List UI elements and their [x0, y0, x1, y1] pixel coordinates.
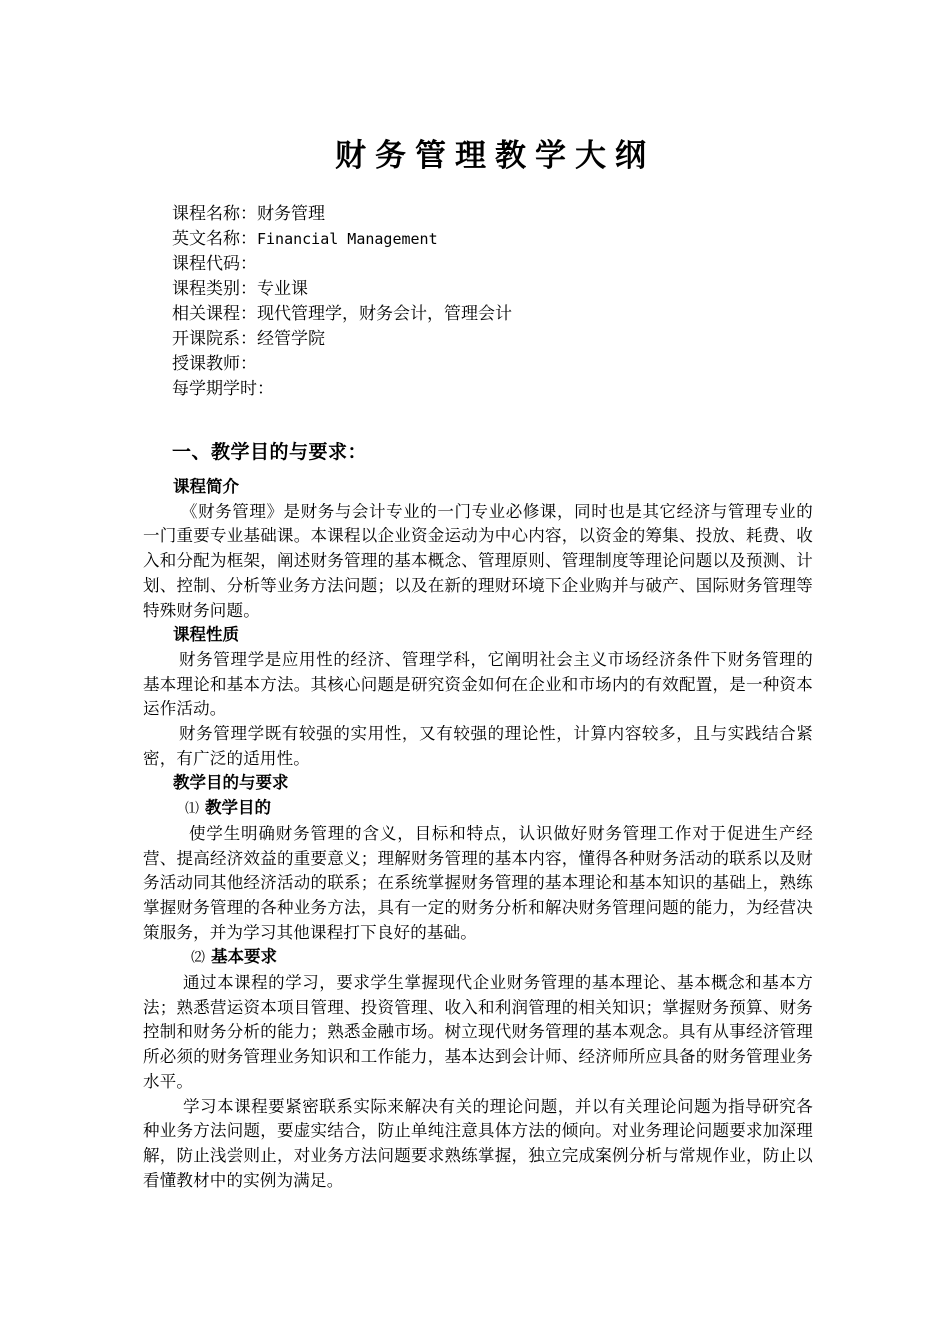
goal2-heading-line: [143, 945, 813, 971]
instructor-line: 授课教师：: [172, 354, 257, 374]
goals-heading: 教学目的与要求: [173, 773, 289, 793]
goal1-number: ⑴: [185, 801, 199, 818]
nature-paragraph-2: 财务管理学既有较强的实用性，又有较强的理论性，计算内容较多，且与实践结合紧密，有广泛的适用性。: [143, 724, 813, 768]
course-category-line: 课程类别：专业课: [172, 279, 308, 299]
section1-heading: 一、教学目的与要求：: [172, 441, 368, 463]
course-code-line: 课程代码：: [172, 254, 257, 274]
section1-body: [143, 475, 813, 1193]
goal2-heading: 基本要求: [211, 947, 277, 967]
english-name-value: Financial Management: [257, 230, 438, 248]
goal2-paragraph-1: 通过本课程的学习，要求学生掌握现代企业财务管理的基本理论、基本概念和基本方法；熟悉营运资本项目管理、投资管理、收入和利润管理的相关知识；掌握财务预算、财务控制和财务分析的能力；熟悉金融市场。树立现代财务管理的基本观念。具有从事经济管理所必须的财务管理业务知识和工作能力，基本达到会计师、经济师所应具备的财务管理业务水平。: [143, 973, 813, 1091]
nature-paragraph-1: 财务管理学是应用性的经济、管理学科，它阐明社会主义市场经济条件下财务管理的基本理论和基本方法。其核心问题是研究资金如何在企业和市场内的有效配置，是一种资本运作活动。: [143, 649, 813, 719]
english-name-line: [172, 227, 512, 252]
related-courses-line: 相关课程：现代管理学，财务会计，管理会计: [172, 304, 512, 324]
department-line: 开课院系：经管学院: [172, 329, 325, 349]
intro-heading: 课程简介: [173, 477, 239, 496]
goal2-paragraph-2: 学习本课程要紧密联系实际来解决有关的理论问题，并以有关理论问题为指导研究各种业务方法问题，要虚实结合，防止单纯注意具体方法的倾向。对业务理论问题要求加深理解，防止浅尝则止，对业务方法问题要求熟练掌握，独立完成案例分析与常规作业，防止以看懂教材中的实例为满足。: [143, 1096, 813, 1190]
goal1-heading-line: [143, 796, 813, 822]
document-title: 财务管理教学大纲: [335, 138, 655, 174]
hours-line: 每学期学时：: [172, 379, 274, 399]
course-name-line: 课程名称：财务管理: [172, 204, 325, 224]
course-info-block: [172, 202, 512, 402]
goal2-number: ⑵: [191, 950, 205, 967]
goal1-heading: 教学目的: [205, 798, 271, 818]
nature-heading: 课程性质: [173, 625, 239, 645]
goal1-paragraph: 使学生明确财务管理的含义，目标和特点，认识做好财务管理工作对于促进生产经营、提高经济效益的重要意义；理解财务管理的基本内容，懂得各种财务活动的联系以及财务活动同其他经济活动的联系；在系统掌握财务管理的基本理论和基本知识的基础上，熟练掌握财务管理的各种业务方法，具有一定的财务分析和解决财务管理问题的能力，为经营决策服务，并为学习其他课程打下良好的基础。: [143, 823, 813, 942]
english-name-label: 英文名称：: [172, 229, 257, 249]
intro-paragraph: 《财务管理》是财务与会计专业的一门专业必修课，同时也是其它经济与管理专业的一门重要专业基础课。本课程以企业资金运动为中心内容，以资金的筹集、投放、耗费、收入和分配为框架，阐述财务管理的基本概念、管理原则、管理制度等理论问题以及预测、计划、控制、分析等业务方法问题；以及在新的理财环境下企业购并与破产、国际财务管理等特殊财务问题。: [143, 501, 813, 620]
